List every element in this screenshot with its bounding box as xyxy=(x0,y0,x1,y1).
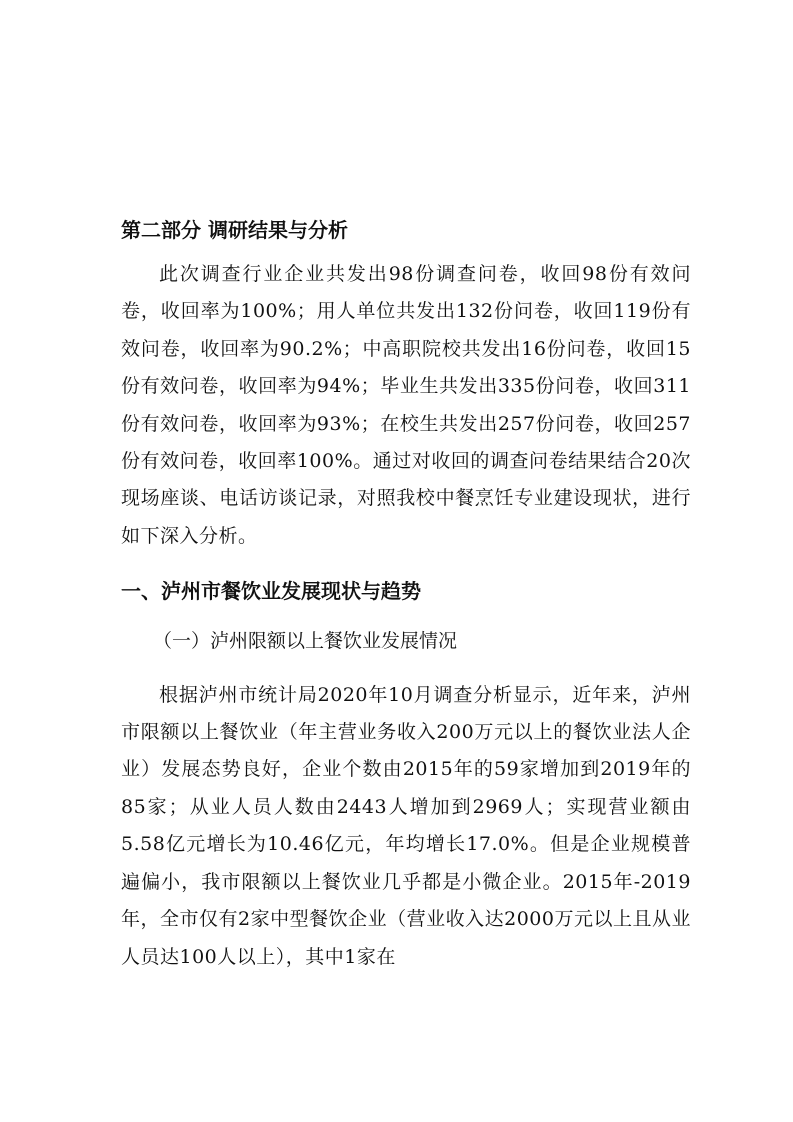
subsection-title: （一）泸州限额以上餐饮业发展情况 xyxy=(153,630,458,653)
document-body xyxy=(121,214,691,976)
industry-development-paragraph: 根据泸州市统计局2020年10月调查分析显示，近年来，泸州市限额以上餐饮业（年主营业务收入200万元以上的餐饮业法人企业）发展态势良好，企业个数由2015年的59家增加到2019年的85家；从业人员人数由2443人增加到2969人；实现营业额由5.58亿元增长为10.46亿元，年均增长17.0%。但是企业规模普遍偏小，我市限额以上餐饮业几乎都是小微企业。2015年-2019年，全市仅有2家中型餐饮企业（营业收入达2000万元以上且从业人员达100人以上），其中1家在 xyxy=(121,683,691,968)
section-title: 一、泸州市餐饮业发展现状与趋势 xyxy=(121,579,421,604)
part-title: 第二部分 调研结果与分析 xyxy=(121,218,348,242)
survey-summary-paragraph: 此次调查行业企业共发出98份调查问卷，收回98份有效问卷，收回率为100%；用人单位共发出132份问卷，收回119份有效问卷，收回率为90.2%；中高职院校共发出16份问卷，收回15份有效问卷，收回率为94%；毕业生共发出335份问卷，收回311份有效问卷，收回率为93%；在校生共发出257份问卷，收回257份有效问卷，收回率100%。通过对收回的调查问卷结果结合20次现场座谈、电话访谈记录，对照我校中餐烹饪专业建设现状，进行如下深入分析。 xyxy=(121,263,691,547)
